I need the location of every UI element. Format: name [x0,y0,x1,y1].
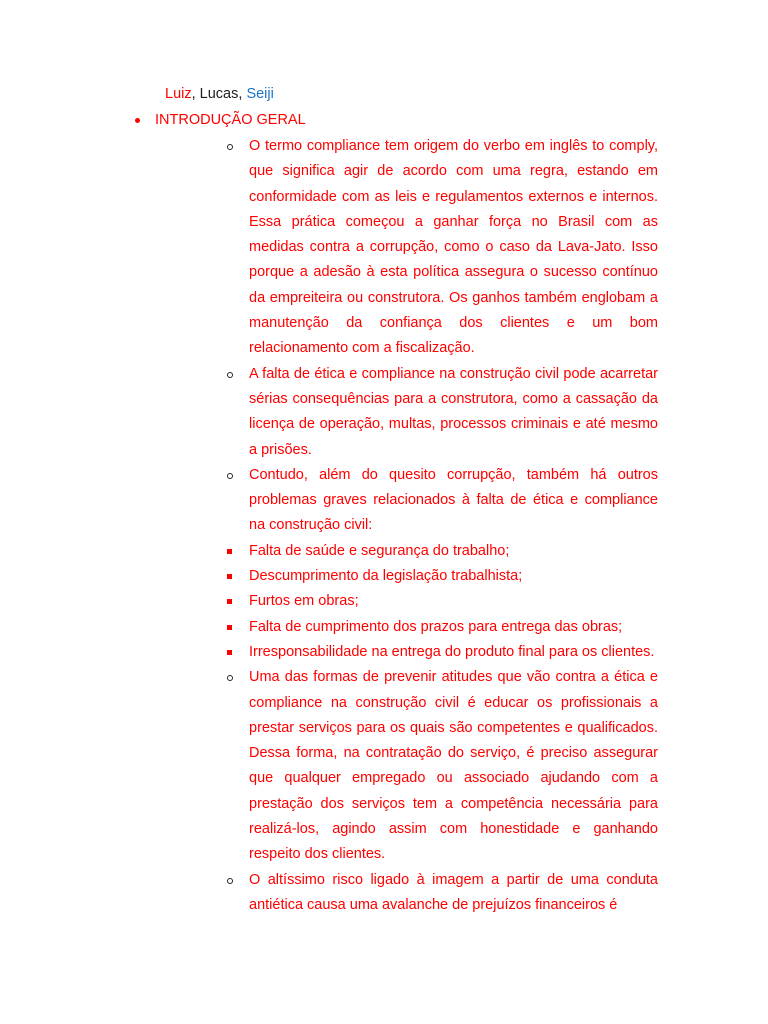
list-item-text: A falta de ética e compliance na construção civil pode acarretar sérias consequências para a construtora, como a cassação da licença de operação, multas, processos criminais e até mesmo a prisões. [249,365,658,458]
list-item [249,134,658,362]
list-item-text: Contudo, além do quesito corrupção, também há outros problemas graves relacionados à falta de ética e compliance na construção civil: [249,466,658,534]
list-item [249,539,658,564]
circle-bullet-icon [227,878,233,884]
author-separator: , [191,86,200,102]
square-bullet-icon [227,650,232,655]
section-heading-text: INTRODUÇÃO GERAL [155,112,306,128]
author-name-lucas: Lucas [199,86,239,102]
list-item [249,665,658,867]
list-item-text: Falta de saúde e segurança do trabalho; [249,542,510,559]
list-item-text: Uma das formas de prevenir atitudes que vão contra a ética e compliance na construção civil é educar os profissionais a prestar serviços para os quais são competentes e qualificados. Dessa forma, na contratação do serviço, é preciso assegurar que qualquer empregado ou associado ajudando com a prestação dos serviços tem a competência necessária para realizá-los, agindo assim com honestidade e ganhando respeito dos clientes. [249,669,658,863]
list-item-text: Furtos em obras; [249,593,359,610]
list-item [249,640,658,665]
disc-bullet-icon [135,118,140,123]
bullet-list [249,134,658,918]
list-item [249,589,658,614]
author-name-seiji: Seiji [246,86,274,102]
square-bullet-icon [227,549,232,554]
list-item [249,615,658,640]
circle-bullet-icon [227,675,233,681]
square-bullet-icon [227,599,232,604]
list-item [249,868,658,919]
circle-bullet-icon [227,372,233,378]
square-bullet-icon [227,574,232,579]
list-item-text: Descumprimento da legislação trabalhista; [249,568,523,585]
square-bullet-icon [227,625,232,630]
list-item-text: Irresponsabilidade na entrega do produto final para os clientes. [249,643,655,660]
list-item [249,564,658,589]
author-line [165,84,274,104]
list-item-text: O termo compliance tem origem do verbo em inglês to comply, que significa agir de acordo com uma regra, estando em conformidade com as leis e regulamentos externos e internos. Essa prática começou a ganhar força no Brasil com as medidas contra a corrupção, como o caso da Lava-Jato. Isso porque a adesão à esta política assegura o sucesso contínuo da empreiteira ou construtora. Os ganhos também englobam a manutenção da confiança dos clientes e um bom relacionamento com a fiscalização. [249,138,658,357]
circle-bullet-icon [227,144,233,150]
circle-bullet-icon [227,473,233,479]
list-item [249,362,658,463]
author-name-luiz: Luiz [165,86,192,102]
list-item-text: Falta de cumprimento dos prazos para entrega das obras; [249,618,623,635]
list-item-text: O altíssimo risco ligado à imagem a partir de uma conduta antiética causa uma avalanche de prejuízos financeiros é [249,871,658,913]
list-item [249,463,658,539]
author-separator: , [238,86,247,102]
